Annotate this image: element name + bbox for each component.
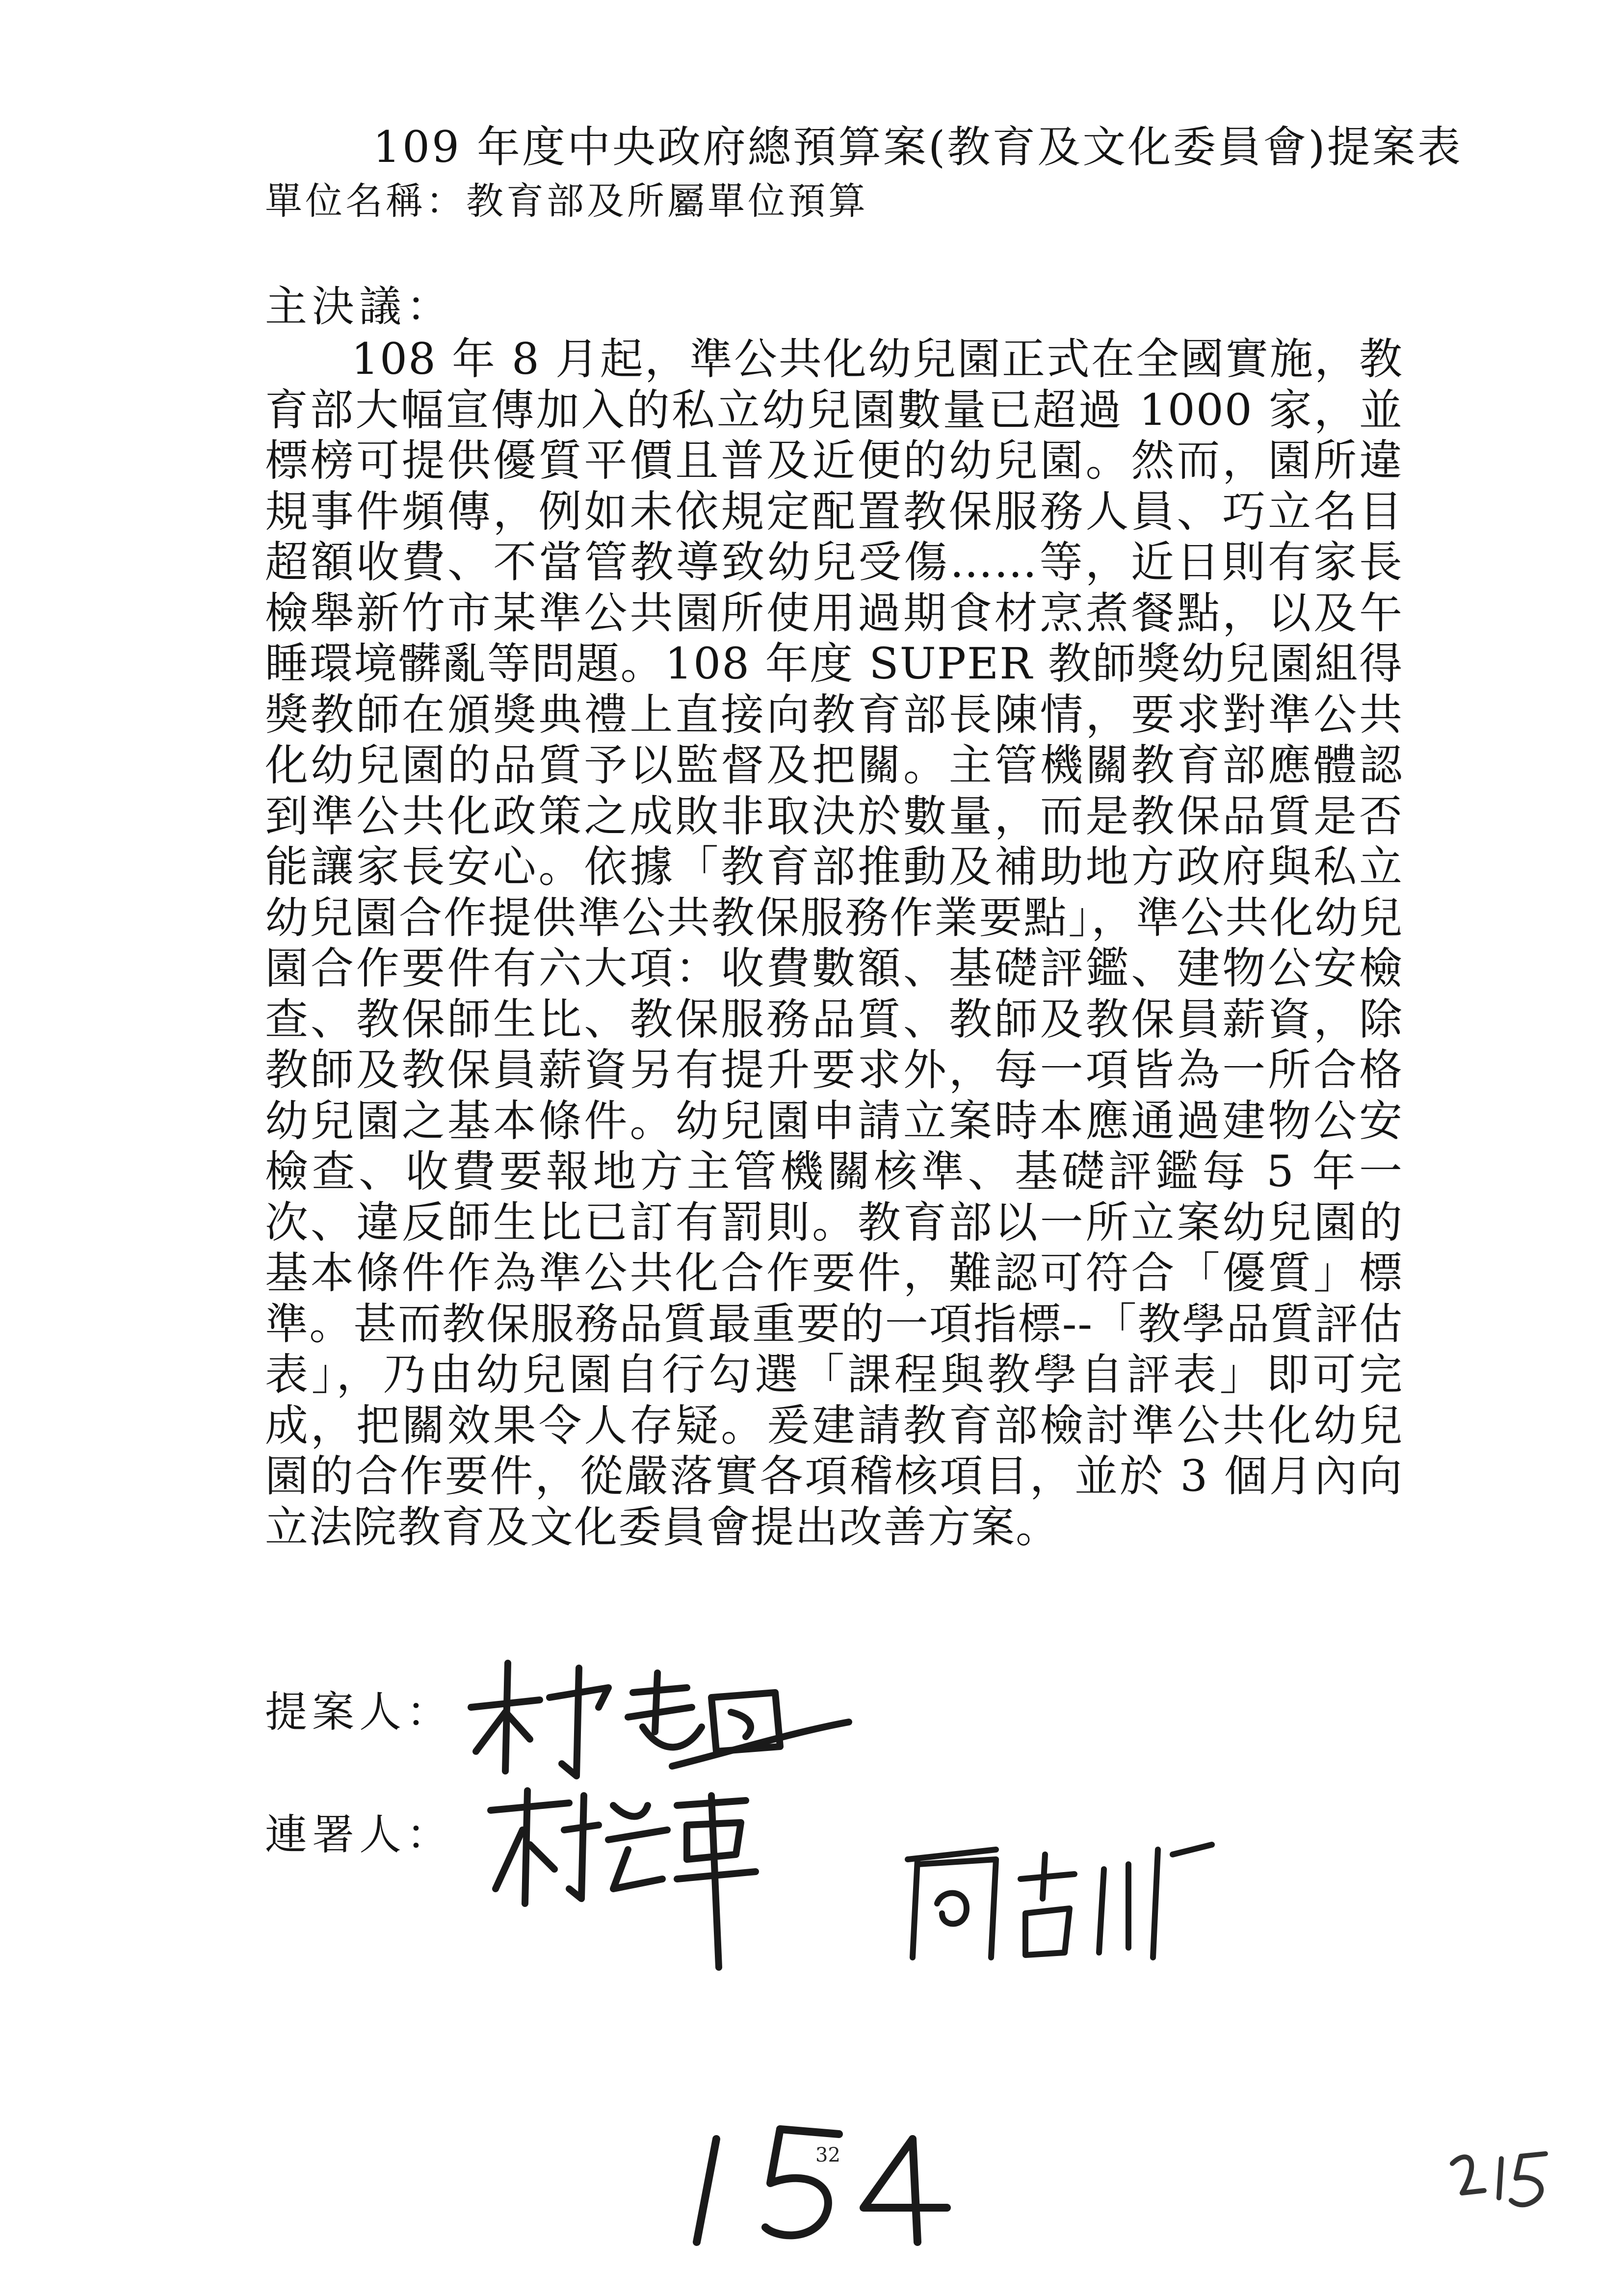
document-title: 109 年度中央政府總預算案(教育及文化委員會)提案表 xyxy=(373,122,1463,172)
cosigner-signature-1 xyxy=(481,1776,785,1982)
resolution-heading: 主決議： xyxy=(265,282,453,331)
printed-page-number: 32 xyxy=(815,2144,840,2166)
unit-name-line: 單位名稱：教育部及所屬單位預算 xyxy=(265,179,868,223)
cosigner-signature-2 xyxy=(898,1835,1222,1972)
handwritten-page-number xyxy=(682,2110,957,2257)
proposer-signature xyxy=(456,1653,859,1781)
resolution-body: 108 年 8 月起，準公共化幼兒園正式在全國實施，教育部大幅宣傳加入的私立幼兒園數量已超過 1000 家，並標榜可提供優質平價且普及近便的幼兒園。然而，園所違規事件頻傳，例如未依規定配置教保服務人員、巧立名目超額收費、不當管教導致幼兒受傷……等，近日則有家長檢舉新竹市某準公共園所使用過期食材烹煮餐點，以及午睡環境髒亂等問題。108 年度 SUPER 教師獎幼兒園組得獎教師在頒獎典禮上直接向教育部長陳情，要求對準公共化幼兒園的品質予以監督及把關。主管機關教育部應體認到準公共化政策之成敗非取決於數量，而是教保品質是否能讓家長安心。依據「教育部推動及補助地方政府與私立幼兒園合作提供準公共教保服務作業要點」，準公共化幼兒園合作要件有六大項：收費數額、基礎評鑑、建物公安檢查、教保師生比、教保服務品質、教師及教保員薪資，除教師及教保員薪資另有提升要求外，每一項皆為一所合格幼兒園之基本條件。幼兒園申請立案時本應通過建物公安檢查、收費要報地方主管機關核準、基礎評鑑每 5 年一次、違反師生比已訂有罰則。教育部以一所立案幼兒園的基本條件作為準公共化合作要件，難認可符合「優質」標準。甚而教保服務品質最重要的一項指標--「教學品質評估表」，乃由幼兒園自行勾選「課程與教學自評表」即可完成，把關效果令人存疑。爰建請教育部檢討準公共化幼兒園的合作要件，從嚴落實各項稽核項目，並於 3 個月內向立法院教育及文化委員會提出改善方案。 xyxy=(265,334,1403,1552)
proposer-label: 提案人： xyxy=(265,1688,453,1737)
cosigner-label: 連署人： xyxy=(265,1810,453,1859)
handwritten-corner-mark xyxy=(1447,2139,1555,2213)
